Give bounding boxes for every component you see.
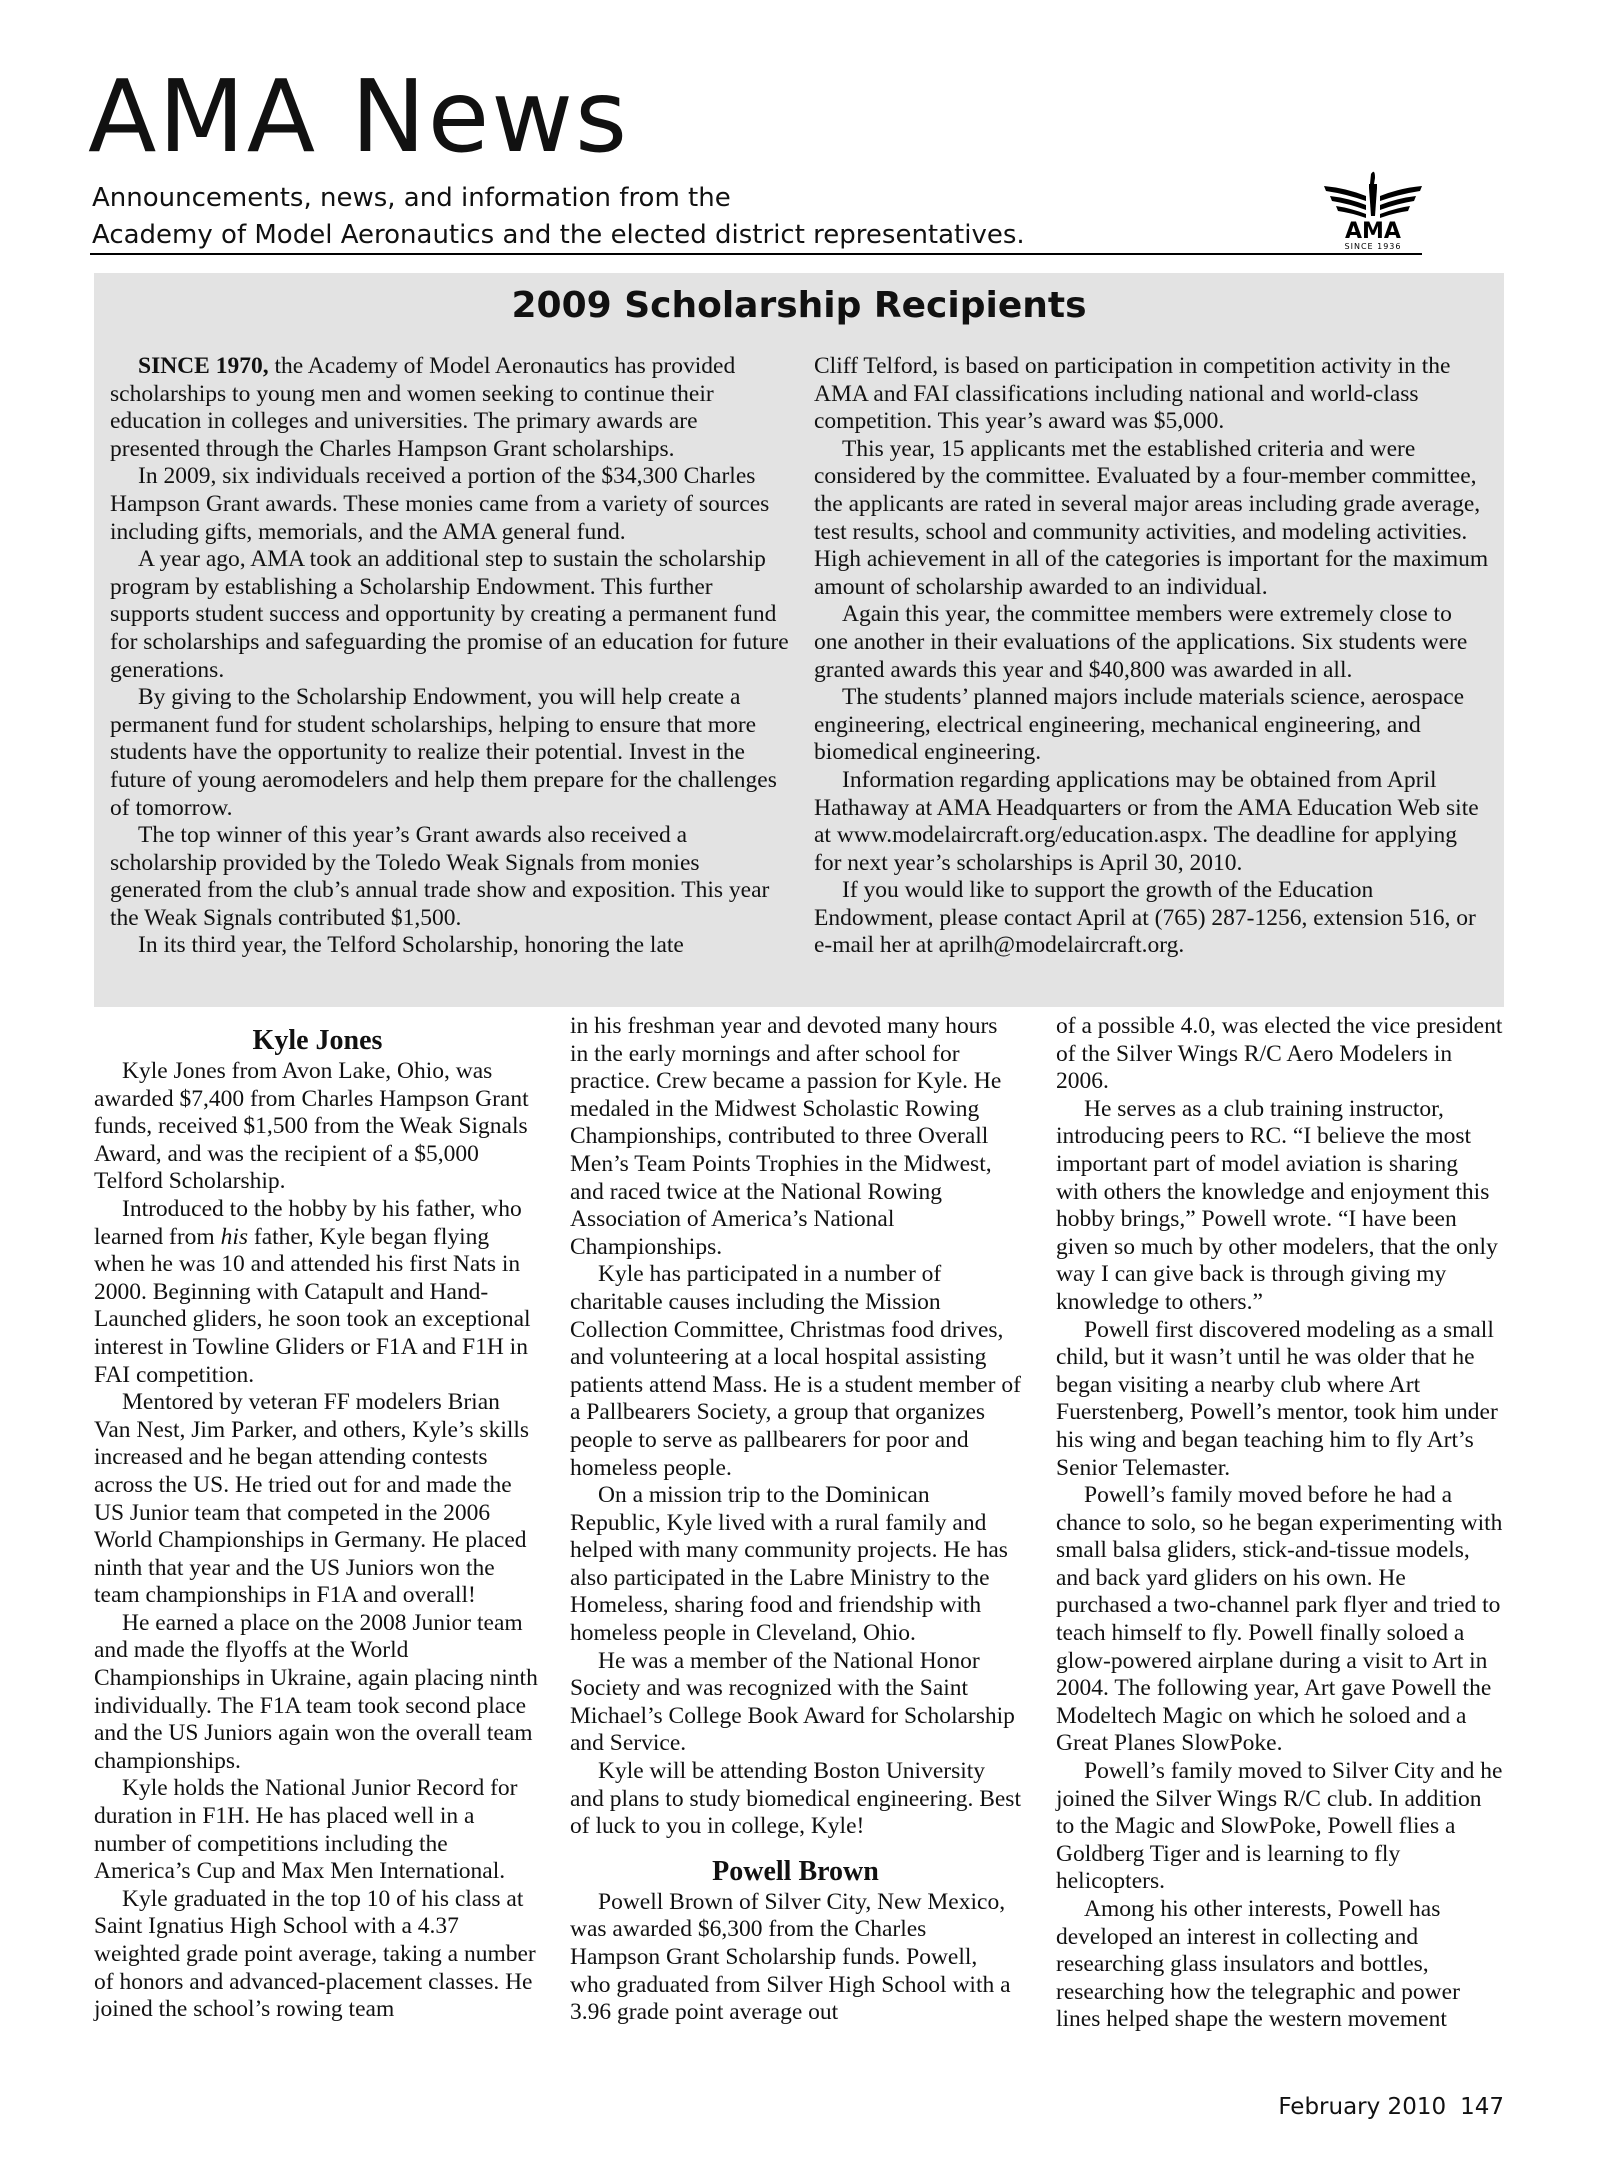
paragraph xyxy=(94,1196,541,1389)
paragraph-text: Among his other interests, Powell has developed an interest in collecting and researching glass insulators and bottles, researching how the telegraphic and power lines helped shape the western movement xyxy=(1056,1896,1460,2033)
paragraph xyxy=(110,822,790,932)
paragraph xyxy=(94,1389,541,1610)
kyle-jones-heading: Kyle Jones xyxy=(252,1025,383,1056)
paragraph xyxy=(1056,1096,1504,1317)
paragraph-text: Kyle holds the National Junior Record for duration in F1H. He has placed well in a number of competitions including the America’s Cup and Max Men International. xyxy=(94,1775,518,1885)
paragraph-text: He was a member of the National Honor Society and was recognized with the Saint Michael’s College Book Award for Scholarship and Service. xyxy=(570,1647,1015,1757)
paragraph-text: A year ago, AMA took an additional step to sustain the scholarship program by establishing a Scholarship Endowment. This further supports student success and opportunity by creating a permanent fund for scholarships and safeguarding the promise of an education for future generations. xyxy=(110,546,789,683)
paragraph-text: This year, 15 applicants met the established criteria and were considered by the committee. Evaluated by a four-member committee, the applicants are rated in several major areas including grade average, test results, school and community activities, and modeling activities. High achievement in all of the categories is important for the maximum amount of scholarship awarded to an individual. xyxy=(814,435,1489,600)
logo-text: AMA xyxy=(1345,219,1401,244)
masthead-subtitle: Announcements, news, and information from the xyxy=(92,183,731,213)
masthead-rule xyxy=(90,253,1422,255)
paragraph xyxy=(94,1886,541,2024)
paragraph-text: father, Kyle began flying when he was 10 and attended his first Nats in 2000. Beginning with Catapult and Hand-Launched gliders, he soon took an exceptional interest in Towline Gliders or F1A and F1H in FAI competition. xyxy=(94,1223,531,1388)
paragraph-text: The students’ planned majors include materials science, aerospace engineering, electrical engineering, mechanical engineering, and biomedical engineering. xyxy=(814,684,1465,766)
paragraph-text: If you would like to support the growth of the Education Endowment, please contact April at (765) 287-1256, extension 516, or e-mail her at aprilh@modelaircraft.org. xyxy=(814,877,1476,959)
paragraph xyxy=(110,684,790,822)
paragraph-text: Information regarding applications may be obtained from April Hathaway at AMA Headquarters or from the AMA Education Web site at www.modelaircraft.org/education.aspx. The deadline for applying for next year’s scholarships is April 30, 2010. xyxy=(814,766,1479,876)
paragraph-text: in his freshman year and devoted many hours in the early mornings and after school for practice. Crew became a passion for Kyle. He medaled in the Midwest Scholastic Rowing Championships, contributed to three Overall Men’s Team Points Trophies in the Midwest, and raced twice at the National Rowing Association of America’s National Championships. xyxy=(570,1013,1002,1260)
paragraph xyxy=(570,1648,1021,1758)
powell-brown-body xyxy=(570,1889,1021,2027)
paragraph xyxy=(814,436,1490,602)
feature-box xyxy=(94,273,1504,1007)
paragraph-text: Powell’s family moved before he had a chance to solo, so he began experimenting with small balsa gliders, stick-and-tissue models, and back yard gliders on his own. He purchased a two-channel park flyer and tried to teach himself to fly. Powell finally soloed a glow-powered airplane during a visit to Art in 2004. The following year, Art gave Powell the Modeltech Magic on which he soloed and a Great Planes SlowPoke. xyxy=(1056,1482,1503,1757)
paragraph-text: Cliff Telford, is based on participation in competition activity in the AMA and FAI classifications including national and world-class competition. This year’s award was $5,000. xyxy=(814,353,1451,435)
paragraph-text: In 2009, six individuals received a portion of the $34,300 Charles Hampson Grant awards. These monies came from a variety of sources including gifts, memorials, and the AMA general fund. xyxy=(110,463,770,545)
paragraph xyxy=(1056,1013,1504,1096)
kyle-jones-body xyxy=(94,1058,541,2024)
page-footer xyxy=(1278,2094,1504,2120)
kyle-jones-body-continued xyxy=(570,1013,1021,1841)
paragraph-text: By giving to the Scholarship Endowment, you will help create a permanent fund for student scholarships, helping to ensure that more students have the opportunity to realize their potential. Invest in the future of young aeromodelers and help them prepare for the challenges of tomorrow. xyxy=(110,684,777,821)
paragraph-text: Kyle graduated in the top 10 of his class at Saint Ignatius High School with a 4.37 weighted grade point average, taking a number of honors and advanced-placement classes. He joined the school’s rowing team xyxy=(94,1885,536,2023)
paragraph-text: In its third year, the Telford Scholarship, honoring the late xyxy=(138,932,684,959)
paragraph-text: Powell first discovered modeling as a small child, but it wasn’t until he was older that he began visiting a nearby club where Art Fuerstenberg, Powell’s mentor, took him under his wing and began teaching him to fly Art’s Senior Telemaster. xyxy=(1056,1316,1498,1481)
logo-since: SINCE 1936 xyxy=(1344,242,1402,251)
paragraph xyxy=(1056,1758,1504,1896)
paragraph xyxy=(94,1775,541,1885)
paragraph-text: Kyle has participated in a number of charitable causes including the Mission Collection Committee, Christmas food drives, and volunteering at a local hospital assisting patients attend Mass. He is a student member of a Pallbearers Society, a group that organizes people to serve as pallbearers for poor and homeless people. xyxy=(570,1261,1021,1481)
feature-heading: 2009 Scholarship Recipients xyxy=(511,285,1087,326)
ama-logo xyxy=(1322,168,1424,252)
article-column-1 xyxy=(94,1024,541,2024)
paragraph xyxy=(570,1889,1021,2027)
powell-brown-body-continued xyxy=(1056,1013,1504,2034)
article-column-3 xyxy=(1056,1013,1504,2034)
paragraph xyxy=(110,932,790,960)
paragraph xyxy=(814,684,1490,767)
emphasis: his xyxy=(220,1223,249,1250)
paragraph-text: On a mission trip to the Dominican Republic, Kyle lived with a rural family and helped with many community projects. He has also participated in the Labre Ministry to the Homeless, sharing food and friendship with homeless people in Cleveland, Ohio. xyxy=(570,1482,1008,1647)
paragraph xyxy=(1056,1896,1504,2034)
paragraph xyxy=(110,546,790,684)
paragraph xyxy=(814,353,1490,436)
issue-date: February 2010 xyxy=(1278,2094,1447,2120)
paragraph-text: Powell Brown of Silver City, New Mexico, was awarded $6,300 from the Charles Hampson Grant Scholarship funds. Powell, who graduated from Silver High School with a 3.96 grade point average out xyxy=(570,1888,1011,2026)
paragraph xyxy=(94,1058,541,1196)
paragraph xyxy=(1056,1482,1504,1758)
feature-left-column xyxy=(110,353,790,960)
paragraph-text: Kyle Jones from Avon Lake, Ohio, was awarded $7,400 from Charles Hampson Grant funds, received $1,500 from the Weak Signals Award, and was the recipient of a $5,000 Telford Scholarship. xyxy=(94,1058,529,1195)
paragraph xyxy=(570,1013,1021,1261)
paragraph-text: the Academy of Model Aeronautics has provided scholarships to young men and women seeking to continue their education in colleges and universities. The primary awards are presented through the Charles Hampson Grant scholarships. xyxy=(110,353,736,462)
paragraph-text: Again this year, the committee members were extremely close to one another in their evaluations of the applications. Six students were granted awards this year and $40,800 was awarded in all. xyxy=(814,601,1468,683)
paragraph xyxy=(570,1261,1021,1482)
paragraph xyxy=(814,877,1490,960)
lead-in: SINCE 1970, xyxy=(138,353,269,379)
paragraph-text: Introduced to the hobby by his father, who learned from xyxy=(94,1195,522,1250)
paragraph xyxy=(110,463,790,546)
paragraph-text: of a possible 4.0, was elected the vice president of the Silver Wings R/C Aero Modelers in 2006. xyxy=(1056,1013,1503,1095)
paragraph xyxy=(1056,1317,1504,1483)
powell-brown-heading: Powell Brown xyxy=(712,1855,879,1887)
feature-right-column xyxy=(814,353,1490,960)
paragraph xyxy=(94,1610,541,1776)
paragraph-text: He serves as a club training instructor, introducing peers to RC. “I believe the most important part of model aviation is sharing with others the knowledge and enjoyment this hobby brings,” Powell wrote. “I have been given so much by other modelers, that the only way I can give back is through giving my knowledge to others.” xyxy=(1056,1095,1498,1315)
masthead-subtitle-line2: Academy of Model Aeronautics and the elected district representatives. xyxy=(92,220,1025,250)
paragraph-text: Mentored by veteran FF modelers Brian Van Nest, Jim Parker, and others, Kyle’s skills increased and he began attending contests across the US. He tried out for and made the US Junior team that competed in the 2006 World Championships in Germany. He placed ninth that year and the US Juniors won the team championships in F1A and overall! xyxy=(94,1389,530,1609)
paragraph-text: Powell’s family moved to Silver City and he joined the Silver Wings R/C club. In addition to the Magic and SlowPoke, Powell flies a Goldberg Tiger and is learning to fly helicopters. xyxy=(1056,1758,1503,1895)
paragraph-text: He earned a place on the 2008 Junior team and made the flyoffs at the World Championships in Ukraine, again placing ninth individually. The F1A team took second place and the US Juniors again won the overall team championships. xyxy=(94,1609,538,1774)
paragraph xyxy=(814,601,1490,684)
paragraph xyxy=(570,1482,1021,1648)
page-number: 147 xyxy=(1460,2094,1504,2120)
paragraph xyxy=(814,767,1490,877)
paragraph xyxy=(570,1758,1021,1841)
masthead-title: AMA News xyxy=(88,58,630,175)
paragraph-text: The top winner of this year’s Grant awards also received a scholarship provided by the Toledo Weak Signals from monies generated from the club’s annual trade show and exposition. This year the Weak Signals contributed $1,500. xyxy=(110,822,770,931)
paragraph-text: Kyle will be attending Boston University and plans to study biomedical engineering. Best of luck to you in college, Kyle! xyxy=(570,1758,1021,1840)
article-column-2 xyxy=(570,1013,1021,2027)
paragraph xyxy=(110,353,790,463)
